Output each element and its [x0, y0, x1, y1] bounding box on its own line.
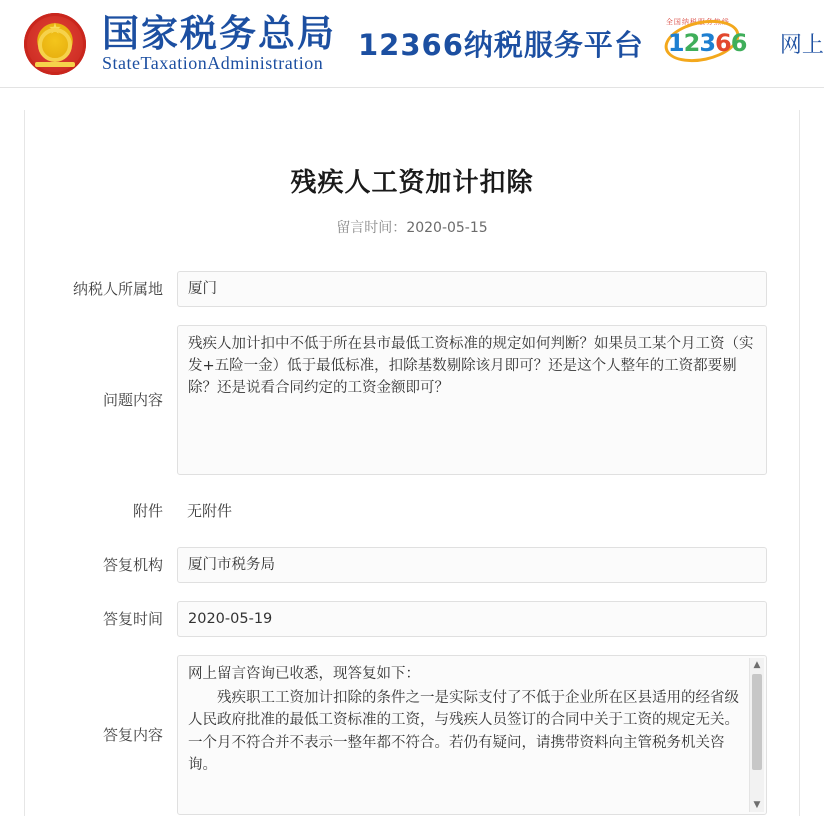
field-location[interactable]: 厦门	[177, 271, 767, 307]
page-title: 残疾人工资加计扣除	[290, 168, 534, 198]
label-attachment: 附件	[132, 502, 163, 520]
message-time-value: 2020-05-15	[406, 220, 488, 236]
scroll-down-icon[interactable]: ▼	[753, 800, 761, 810]
form-row-agency	[57, 547, 767, 583]
message-time-label: 留言时间：	[336, 220, 407, 236]
site-header	[0, 0, 824, 88]
national-emblem-icon	[24, 13, 86, 75]
scroll-up-icon[interactable]: ▲	[753, 660, 761, 670]
form-row-reply-time	[57, 601, 767, 637]
field-agency[interactable]: 厦门市税务局	[177, 547, 767, 583]
label-reply: 答复内容	[102, 726, 163, 744]
label-reply-time: 答复时间	[102, 610, 163, 628]
hotline-logo-icon	[658, 17, 754, 71]
reply-scrollbar[interactable]	[749, 658, 764, 812]
emblem-gear-icon	[38, 28, 72, 62]
brand-block	[102, 13, 336, 74]
label-location: 纳税人所属地	[72, 280, 163, 298]
reply-line: 一个月不符合并不表示一整年都不符合。若仍有疑问，请携带资料向主管税务机关咨询。	[188, 735, 725, 773]
label-question: 问题内容	[102, 391, 163, 409]
brand-title-en: StateTaxationAdministration	[102, 53, 324, 74]
emblem-bar-icon	[35, 62, 75, 67]
reply-line: 网上留言咨询已收悉，现答复如下：	[188, 666, 420, 682]
label-agency: 答复机构	[102, 556, 163, 574]
message-time	[57, 217, 767, 237]
hotline-logo-digits: 12366	[667, 28, 747, 57]
hotline-logo-caption: 全国纳税服务热线	[665, 18, 730, 26]
top-nav-link[interactable]: 网上	[779, 33, 824, 58]
field-reply[interactable]	[177, 655, 767, 815]
field-reply-time[interactable]: 2020-05-19	[177, 601, 767, 637]
value-attachment: 无附件	[187, 502, 233, 520]
form-row-reply	[57, 655, 767, 815]
reply-text	[188, 664, 742, 777]
detail-form	[57, 271, 767, 815]
brand-title-cn: 国家税务总局	[102, 11, 336, 55]
emblem-star-icon: ★	[48, 20, 62, 38]
field-question[interactable]: 残疾人加计扣中不低于所在县市最低工资标准的规定如何判断？如果员工某个月工资（实发+五险一金）低于最低标准，扣除基数剔除该月即可？还是这个人整年的工资都要剔除？还是说看合同约定的工资金额即可？	[177, 325, 767, 475]
scrollbar-thumb[interactable]	[752, 674, 762, 770]
form-row-question	[57, 325, 767, 475]
form-row-attachment	[57, 493, 767, 529]
page-body	[0, 88, 824, 816]
form-row-location	[57, 271, 767, 307]
platform-name: 12366纳税服务平台	[358, 28, 644, 62]
content-card	[24, 110, 800, 816]
reply-line: 残疾职工工资加计扣除的条件之一是实际支付了不低于企业所在区县适用的经省级人民政府批准的最低工资标准的工资，与残疾人员签订的合同中关于工资的规定无关。	[188, 689, 739, 728]
